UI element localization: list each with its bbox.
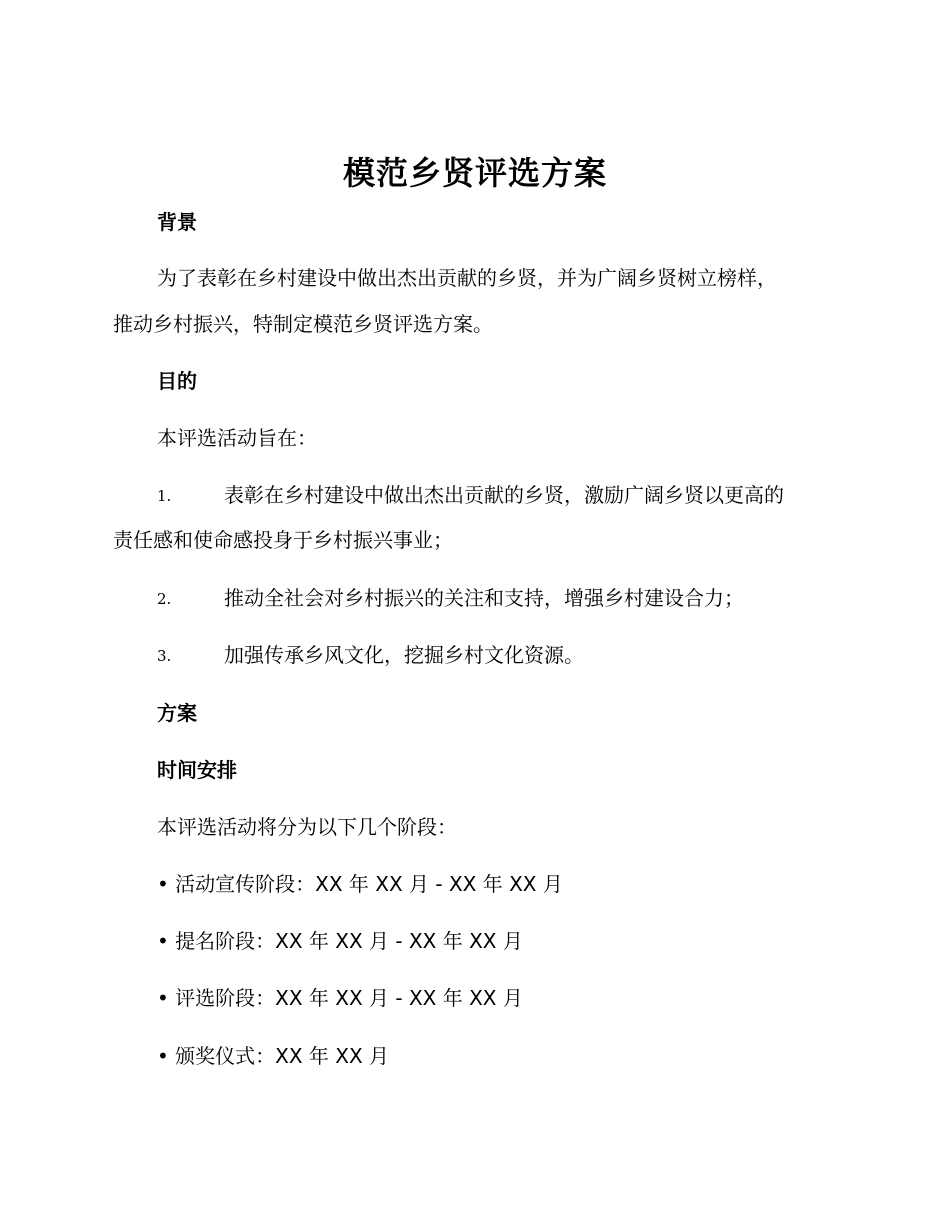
schedule-phase: • 活动宣传阶段：XX 年 XX 月 - XX 年 XX 月: [157, 872, 563, 896]
schedule-phase: • 提名阶段：XX 年 XX 月 - XX 年 XX 月: [157, 929, 523, 953]
section-heading-purpose: 目的: [157, 369, 197, 393]
schedule-intro: 本评选活动将分为以下几个阶段：: [157, 815, 457, 839]
schedule-phase: • 评选阶段：XX 年 XX 月 - XX 年 XX 月: [157, 986, 523, 1010]
section-heading-background: 背景: [157, 210, 197, 234]
list-item-text: 表彰在乡村建设中做出杰出贡献的乡贤，激励广阔乡贤以更高的: [224, 483, 784, 507]
section-heading-plan: 方案: [157, 701, 197, 725]
page-title: 模范乡贤评选方案: [342, 154, 607, 192]
purpose-intro: 本评选活动旨在：: [157, 426, 317, 450]
subsection-heading-schedule: 时间安排: [157, 758, 237, 782]
list-item-number: 1.: [157, 487, 172, 505]
list-item-number: 3.: [157, 647, 172, 665]
list-item-text: 加强传承乡风文化，挖掘乡村文化资源。: [224, 643, 584, 667]
list-item-text-continued: 责任感和使命感投身于乡村振兴事业；: [113, 528, 453, 552]
background-paragraph-line-2: 推动乡村振兴，特制定模范乡贤评选方案。: [113, 312, 493, 336]
background-paragraph-line-1: 为了表彰在乡村建设中做出杰出贡献的乡贤，并为广阔乡贤树立榜样，: [157, 266, 777, 290]
list-item-text: 推动全社会对乡村振兴的关注和支持，增强乡村建设合力；: [224, 586, 744, 610]
schedule-phase: • 颁奖仪式：XX 年 XX 月: [157, 1044, 390, 1068]
list-item-number: 2.: [157, 590, 172, 608]
